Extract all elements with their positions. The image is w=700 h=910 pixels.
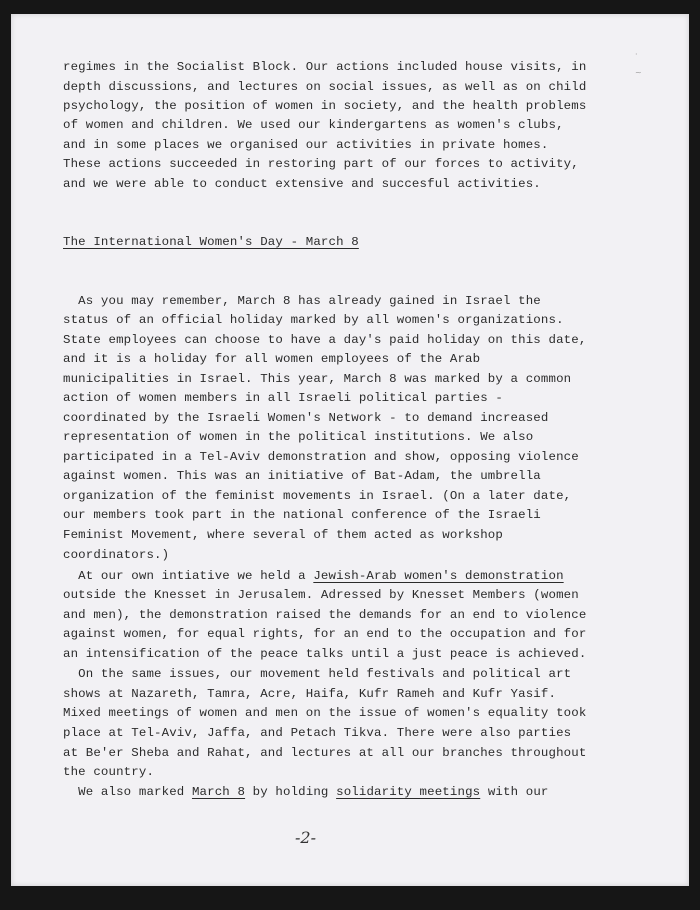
page-number: -2- [295,828,316,847]
text-line: at Be'er Sheba and Rahat, and lectures at all our branches throughout [63,746,587,760]
text-line: of women and children. We used our kindergartens as women's clubs, [63,118,564,132]
text-segment: At our own intiative we held a [63,569,314,583]
text-line: and in some places we organised our activities in private homes. [63,138,549,152]
text-line: participated in a Tel-Aviv demonstration and show, opposing violence [63,450,579,464]
text-line: place at Tel-Aviv, Jaffa, and Petach Tikva. There were also parties [63,726,572,740]
text-line: Mixed meetings of women and men on the issue of women's equality took [63,706,587,720]
text-line: coordinated by the Israeli Women's Network - to demand increased [63,411,549,425]
text-line: and it is a holiday for all women employees of the Arab [63,352,481,366]
text-line: representation of women in the political institutions. We also [63,430,534,444]
text-line [63,567,564,585]
text-segment: with our [480,785,549,799]
text-line: These actions succeeded in restoring part of our forces to activity, [63,157,579,171]
text-line: against women, for equal rights, for an end to the occupation and for [63,627,587,641]
text-line: municipalities in Israel. This year, March 8 was marked by a common [63,372,572,386]
text-line: and we were able to conduct extensive and succesful activities. [63,177,541,191]
text-line: our members took part in the national conference of the Israeli [63,508,541,522]
text-line: organization of the feminist movements in Israel. (On a later date, [63,489,572,503]
margin-mark: · ~ [635,50,642,77]
text-line [63,783,549,801]
text-line: regimes in the Socialist Block. Our actions included house visits, in [63,60,587,74]
document-page [11,14,689,886]
text-line: State employees can choose to have a day's paid holiday on this date, [63,333,587,347]
text-line: the country. [63,765,155,779]
underlined-phrase: solidarity meetings [336,785,481,799]
text-line: Feminist Movement, where several of them acted as workshop [63,528,503,542]
section-heading: The International Women's Day - March 8 [63,235,359,249]
text-line: action of women members in all Israeli political parties - [63,391,503,405]
text-line: coordinators.) [63,548,170,562]
text-line: status of an official holiday marked by all women's organizations. [63,313,564,327]
text-line: an intensification of the peace talks until a just peace is achieved. [63,647,587,661]
text-line: against women. This was an initiative of Bat-Adam, the umbrella [63,469,541,483]
text-line: depth discussions, and lectures on social issues, as well as on child [63,80,587,94]
text-line: psychology, the position of women in society, and the health problems [63,99,587,113]
underlined-phrase: March 8 [191,785,246,799]
text-line: outside the Knesset in Jerusalem. Adressed by Knesset Members (women [63,588,579,602]
underlined-phrase: Jewish-Arab women's demonstration [313,569,564,583]
text-segment: by holding [245,785,337,799]
text-segment: We also marked [63,785,192,799]
text-line: and men), the demonstration raised the demands for an end to violence [63,608,587,622]
text-line: shows at Nazareth, Tamra, Acre, Haifa, Kufr Rameh and Kufr Yasif. [63,687,557,701]
text-line: As you may remember, March 8 has already gained in Israel the [63,294,541,308]
text-line: On the same issues, our movement held festivals and political art [63,667,572,681]
